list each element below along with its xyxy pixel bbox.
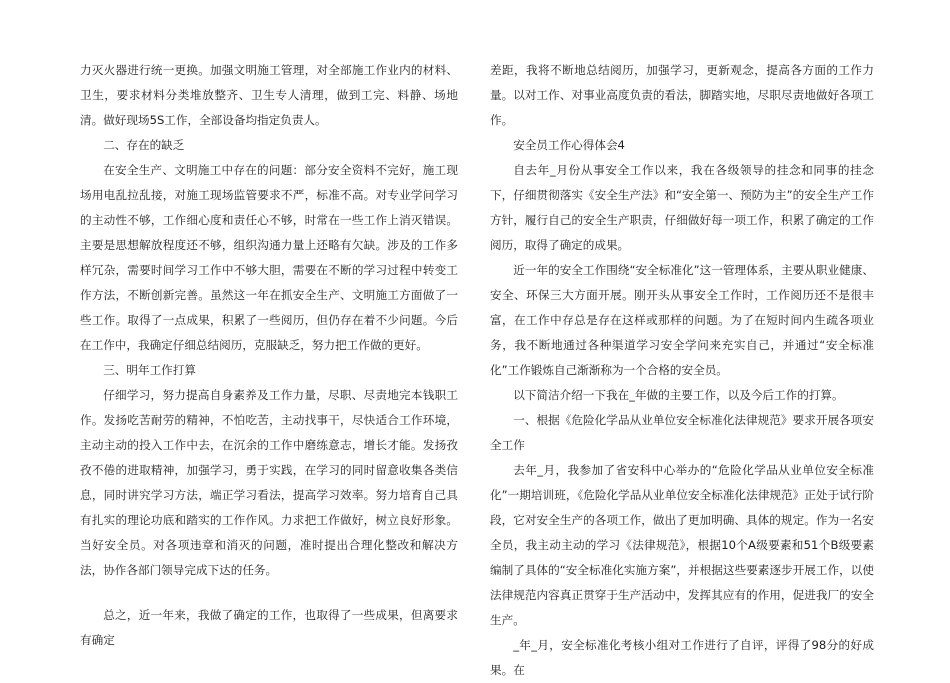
spacer: [80, 583, 458, 603]
paragraph: 在安全生产、文明施工中存在的问题：部分安全资料不完好，施工现场用电乱拉乱接，对施工现场监管要求不严，标准不高。对专业学问学习的主动性不够，工作细心度和责任心不够，时常在一些工作上消灭错误。主要是思想解放程度还不够，组织沟通力量上还略有欠缺。涉及的工作多样冗杂，需要时间学习工作中不够大胆，需要在不断的学习过程中转变工作方法，不断创新完善。虽然这一年在抓安全生产、文明施工方面做了一些工作。取得了一点成果，积累了一些阅历，但仍存在着不少问题。今后在工作中，我确定仔细总结阅历，克服缺乏，努力把工作做的更好。: [80, 163, 458, 352]
paragraph: 自去年_月份从事安全工作以来，我在各级领导的挂念和同事的挂念下，仔细贯彻落实《安全生产法》和“安全第一、预防为主”的安全生产工作方针，履行自己的安全生产职责，仔细做好每一项工作，积累了确定的工作阅历，取得了确定的成果。: [490, 163, 874, 252]
paragraph: 去年_月，我参加了省安科中心举办的“危险化学品从业单位安全标准化”一期培训班，《危险化学品从业单位安全标准化法律规范》正处于试行阶段，它对安全生产的各项工作，做出了更加明确、具体的规定。作为一名安全员，我主动主动的学习《法律规范》，根据10个A级要素和51个B级要素编制了具体的“安全标准化实施方案”，并根据这些要素逐步开展工作，以使法律规范内容真正贯穿于生产活动中，发挥其应有的作用，促进我厂的安全生产。: [490, 463, 874, 627]
paragraph: 力灭火器进行统一更换。加强文明施工管理，对全部施工作业内的材料、卫生，要求材料分类堆放整齐、卫生专人清理，做到工完、料静、场地清。做好现场5S工作，全部设备均指定负责人。: [80, 63, 458, 127]
article-title: 安全员工作心得体会4: [513, 138, 625, 152]
right-column: [490, 58, 874, 683]
paragraph: 仔细学习，努力提高自身素养及工作力量，尽职、尽责地完本钱职工作。发扬吃苦耐劳的精神，不怕吃苦，主动找事干，尽快适合工作环境，主动主动的投入工作中去，在沉余的工作中磨练意志，增长才能。发扬孜孜不倦的进取精神，加强学习，勇于实践，在学习的同时留意收集各类信息，同时讲究学习方法，端正学习看法，提高学习效率。努力培育自己具有扎实的理论功底和踏实的工作作风。力求把工作做好，树立良好形象。当好安全员。对各项违章和消灭的问题，准时提出合理化整改和解决方法，协作各部门领导完成下达的任务。: [80, 388, 458, 577]
paragraph: 以下简洁介绍一下我在_年做的主要工作，以及今后工作的打算。: [513, 388, 844, 402]
paragraph: _年_月，安全标准化考核小组对工作进行了自评，评得了98分的好成果。在: [490, 638, 874, 677]
section-heading: 二、存在的缺乏: [103, 138, 185, 152]
paragraph: 差距，我将不断地总结阅历，加强学习，更新观念，提高各方面的工作力量。以对工作、对事业高度负责的看法，脚踏实地，尽职尽责地做好各项工作。: [490, 63, 874, 127]
section-heading: 三、明年工作打算: [103, 363, 196, 377]
paragraph: 总之，近一年来，我做了确定的工作，也取得了一些成果，但离要求有确定: [80, 608, 458, 647]
left-column: [80, 58, 458, 653]
paragraph: 近一年的安全工作围绕“安全标准化”这一管理体系，主要从职业健康、安全、环保三大方面开展。刚开头从事安全工作时，工作阅历还不是很丰富，在工作中存总是存在这样或那样的问题。为了在短时间内生疏各项业务，我不断地通过各种渠道学习安全学问来充实自己，并通过“安全标准化”工作锻炼自己渐渐称为一个合格的安全员。: [490, 263, 874, 377]
section-heading: 一、根据《危险化学品从业单位安全标准化法律规范》要求开展各项安全工作: [490, 413, 874, 452]
